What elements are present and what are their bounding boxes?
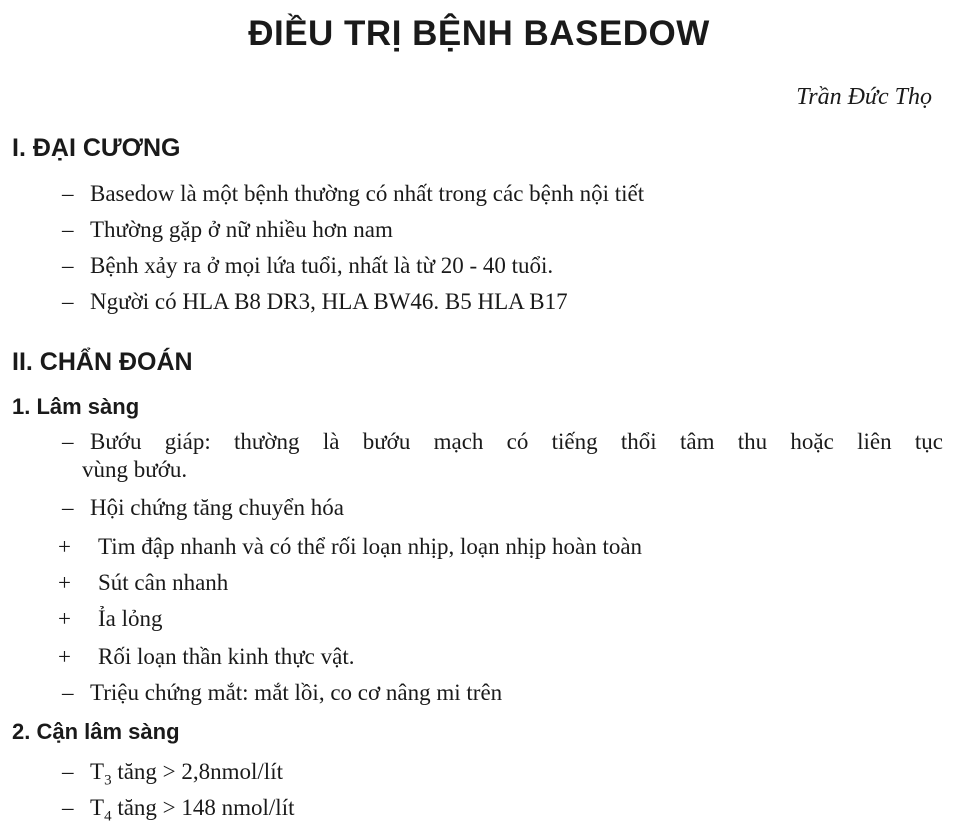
list-item-continuation bbox=[82, 456, 187, 484]
list-item-text: Sút cân nhanh bbox=[98, 570, 229, 595]
section-heading-chan-doan: II. CHẨN ĐOÁN bbox=[12, 348, 193, 376]
list-item-text: Basedow là một bệnh thường có nhất trong các bệnh nội tiết bbox=[90, 181, 645, 206]
goiter-word: hoặc bbox=[790, 429, 834, 454]
list-item-text: Bệnh xảy ra ở mọi lứa tuổi, nhất là từ 20 - 40 tuổi. bbox=[90, 253, 554, 278]
list-item-text: Triệu chứng mắt: mắt lồi, co cơ nâng mi trên bbox=[90, 680, 503, 705]
goiter-word: là bbox=[322, 429, 340, 454]
lab-name: T bbox=[90, 795, 105, 820]
subsection-heading-can-lam-sang: 2. Cận lâm sàng bbox=[12, 719, 180, 744]
dash-marker: – bbox=[62, 253, 74, 278]
section-heading-dai-cuong: I. ĐẠI CƯƠNG bbox=[12, 134, 181, 162]
goiter-word: thường bbox=[234, 429, 300, 454]
lab-subscript: 4 bbox=[104, 808, 112, 825]
dash-marker: – bbox=[62, 181, 74, 206]
dash-marker: – bbox=[62, 759, 74, 784]
list-item-text: vùng bướu. bbox=[82, 457, 188, 482]
dash-marker: – bbox=[62, 680, 74, 705]
dash-marker: – bbox=[62, 495, 74, 520]
list-item-text: Ỉa lỏng bbox=[98, 606, 163, 631]
plus-marker: + bbox=[58, 606, 71, 631]
goiter-word: tâm bbox=[679, 429, 715, 454]
goiter-word: thu bbox=[737, 429, 768, 454]
lab-subscript: 3 bbox=[104, 772, 112, 789]
list-item-text: Rối loạn thần kinh thực vật. bbox=[98, 644, 355, 669]
goiter-line-1 bbox=[90, 428, 943, 456]
goiter-word: có bbox=[506, 429, 529, 454]
list-item-text bbox=[90, 794, 294, 831]
goiter-word: tục bbox=[914, 429, 943, 454]
lab-value: tăng > 2,8nmol/lít bbox=[111, 759, 283, 784]
plus-marker: + bbox=[58, 570, 71, 595]
dash-marker: – bbox=[62, 289, 74, 314]
list-item-text: Tim đập nhanh và có thể rối loạn nhịp, loạn nhịp hoàn toàn bbox=[98, 534, 643, 559]
list-item-text: Hội chứng tăng chuyển hóa bbox=[90, 495, 344, 520]
goiter-word: tiếng bbox=[551, 429, 598, 454]
subsection-heading-lam-sang: 1. Lâm sàng bbox=[12, 394, 140, 419]
plus-marker: + bbox=[58, 644, 71, 669]
page-title: ĐIỀU TRỊ BỆNH BASEDOW bbox=[248, 14, 710, 53]
list-item-text: Người có HLA B8 DR3, HLA BW46. B5 HLA B17 bbox=[90, 289, 568, 314]
goiter-word: bướu bbox=[362, 429, 411, 454]
goiter-word: mạch bbox=[433, 429, 484, 454]
plus-marker: + bbox=[58, 534, 71, 559]
lab-name: T bbox=[90, 759, 105, 784]
list-item-text bbox=[90, 758, 283, 795]
dash-marker: – bbox=[62, 795, 74, 820]
lab-value: tăng > 148 nmol/lít bbox=[111, 795, 295, 820]
goiter-word: liên bbox=[857, 429, 892, 454]
author-name: Trần Đức Thọ bbox=[796, 84, 932, 110]
goiter-word: Bướu bbox=[90, 429, 142, 454]
list-item-text: Thường gặp ở nữ nhiều hơn nam bbox=[90, 217, 393, 242]
goiter-word: giáp: bbox=[164, 429, 211, 454]
dash-marker: – bbox=[62, 429, 74, 454]
goiter-word: thổi bbox=[620, 429, 657, 454]
dash-marker: – bbox=[62, 217, 74, 242]
